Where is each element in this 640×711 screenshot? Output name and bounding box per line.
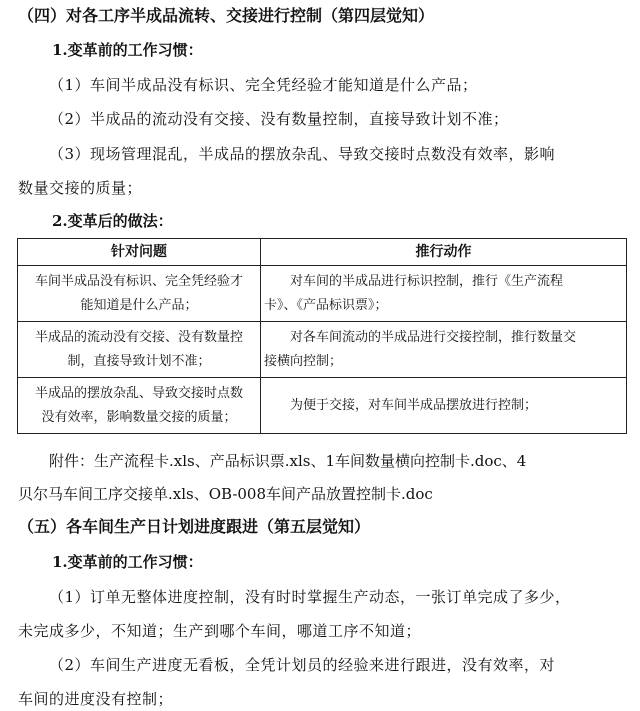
section5-item-2-line-2: 车间的进度没有控制； [18,690,174,708]
table-row [18,266,627,322]
section5-item-1-line-2: 未完成多少，不知道；生产到哪个车间，哪道工序不知道； [18,622,422,640]
section4-after-heading: 2.变革后的做法： [52,212,173,230]
section5-title: （五）各车间生产日计划进度跟进（第五层觉知） [18,517,371,536]
table-cell-problem: 半成品的摆放杂乱、导致交接时点数 没有效率，影响数量交接的质量； [18,378,261,434]
section4-before-item-3-cont: 数量交接的质量； [18,179,143,197]
section5-before-heading: 1.变革前的工作习惯： [52,553,203,571]
table-cell-problem: 车间半成品没有标识、完全凭经验才 能知道是什么产品； [18,266,261,322]
section5-item-2-line-1: （2）车间生产进度无看板，全凭计划员的经验来进行跟进，没有效率，对 [49,656,556,674]
table-row [18,378,627,434]
table-cell-action: 对各车间流动的半成品进行交接控制，推行数量交 接横向控制； [261,322,627,378]
section4-before-item-3: （3）现场管理混乱，半成品的摆放杂乱、导致交接时点数没有效率，影响 [49,145,556,163]
section5-item-1-line-1: （1）订单无整体进度控制，没有时时掌握生产动态，一张订单完成了多少， [49,588,571,606]
measures-table [17,238,627,434]
attachments-line-1: 附件：生产流程卡.xls、产品标识票.xls、1车间数量横向控制卡.doc、4 [49,452,527,470]
section4-before-heading: 1.变革前的工作习惯： [52,41,203,59]
table-header-problem: 针对问题 [18,239,261,266]
section4-title: （四）对各工序半成品流转、交接进行控制（第四层觉知） [18,6,435,25]
table-header-action: 推行动作 [261,239,627,266]
attachments-line-2: 贝尔马车间工序交接单.xls、OB-008车间产品放置控制卡.doc [18,485,433,503]
table-row [18,322,627,378]
section4-before-item-1: （1）车间半成品没有标识、完全凭经验才能知道是什么产品； [49,76,478,94]
table-header-row [18,239,627,266]
table-cell-action: 对车间的半成品进行标识控制，推行《生产流程 卡》、《产品标识票》； [261,266,627,322]
table-cell-problem: 半成品的流动没有交接、没有数量控 制，直接导致计划不准； [18,322,261,378]
table-cell-action: 为便于交接，对车间半成品摆放进行控制； [261,378,627,434]
section4-before-item-2: （2）半成品的流动没有交接、没有数量控制，直接导致计划不准； [49,110,509,128]
